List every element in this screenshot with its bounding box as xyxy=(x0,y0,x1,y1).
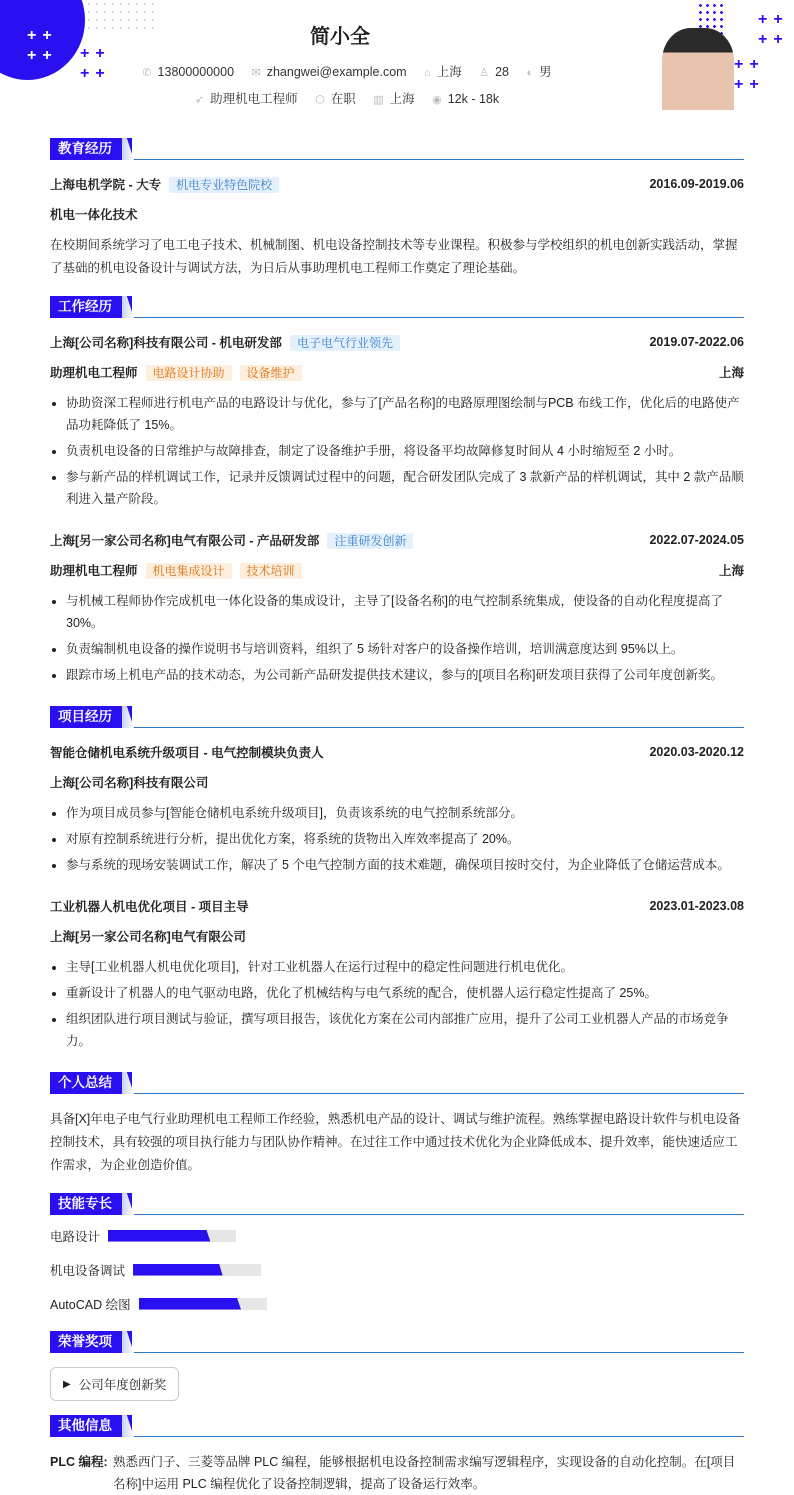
section-title: 个人总结 xyxy=(50,1072,132,1094)
edu-desc: 在校期间系统学习了电工电子技术、机械制图、机电设备控制技术等专业课程。积极参与学校组织的机电创新实践活动，掌握了基础的机电设备设计与调试方法，为日后从事助理机电工程师工作奠定了理论基础。 xyxy=(50,238,738,275)
bullet: 与机械工程师协作完成机电一体化设备的集成设计，主导了[设备名称]的电气控制系统集成，使设备的自动化程度提高了 30%。 xyxy=(50,590,744,634)
section-work xyxy=(50,296,744,318)
gender-icon: ◐ xyxy=(526,67,534,79)
bullet: 跟踪市场上机电产品的技术动态，为公司新产品研发提供技术建议，参与的[项目名称]研发项目获得了公司年度创新奖。 xyxy=(50,664,744,686)
skill-bar-fill xyxy=(108,1230,210,1242)
skill-name: AutoCAD 绘图 xyxy=(50,1297,131,1312)
project-company: 上海[另一家公司名称]电气有限公司 xyxy=(50,930,246,944)
email: zhangwei@example.com xyxy=(266,65,407,79)
skill-bar xyxy=(139,1298,267,1310)
company-tag: 电子电气行业领先 xyxy=(290,335,400,351)
summary-text: 具备[X]年电子电气行业助理机电工程师工作经验，熟悉机电产品的设计、调试与维护流程。熟练掌握电路设计软件与机电设备控制技术，具有较强的项目执行能力与团队协作精神。在过往工作中通过技术优化为企业降低成本、提升效率，能快速适应工作需求，为企业创造价值。 xyxy=(50,1112,741,1172)
project-date: 2020.03-2020.12 xyxy=(649,745,744,759)
skill-bar-fill xyxy=(133,1264,223,1276)
skill-tag: 设备维护 xyxy=(240,365,302,381)
age-icon: ♙ xyxy=(479,67,490,79)
job-intent xyxy=(0,89,680,107)
section-other xyxy=(50,1415,744,1437)
section-summary xyxy=(50,1072,744,1094)
work-city: 上海 xyxy=(718,564,744,578)
project-name: 智能仓储机电系统升级项目 - 电气控制模块负责人 xyxy=(50,746,324,760)
company: 上海[另一家公司名称]电气有限公司 - 产品研发部 xyxy=(50,534,320,548)
section-awards xyxy=(50,1331,744,1353)
home-icon: ⌂ xyxy=(424,67,431,79)
project-date: 2023.01-2023.08 xyxy=(649,899,744,913)
other-label: PLC 编程: xyxy=(50,1455,108,1469)
skill-tag: 技术培训 xyxy=(240,563,302,579)
gender: 男 xyxy=(539,65,552,79)
skill-name: 电路设计 xyxy=(50,1229,101,1244)
section-title: 荣誉奖项 xyxy=(50,1331,132,1353)
school-tag: 机电专业特色院校 xyxy=(169,177,279,193)
work-city: 上海 xyxy=(718,366,744,380)
send-icon: ➶ xyxy=(194,94,205,106)
other-text: 熟悉西门子、三菱等品牌 PLC 编程，能够根据机电设备控制需求编写逻辑程序，实现设备的自动化控制。在[项目名称]中运用 PLC 编程优化了设备控制逻辑，提高了设备运行效率。 xyxy=(113,1455,736,1491)
status: 在职 xyxy=(330,92,356,106)
triangle-icon: ▶ xyxy=(63,1378,71,1390)
project-name: 工业机器人机电优化项目 - 项目主导 xyxy=(50,900,249,914)
project-entry xyxy=(50,742,744,896)
skill-tag: 机电集成设计 xyxy=(146,563,232,579)
decor-plus: ++ ++ xyxy=(27,27,58,64)
phone-icon: ✆ xyxy=(142,67,152,79)
edu-date: 2016.09-2019.06 xyxy=(649,177,744,191)
section-skills xyxy=(50,1193,744,1215)
major: 机电一体化技术 xyxy=(50,208,138,222)
other-item xyxy=(50,1451,744,1495)
bullet: 对原有控制系统进行分析，提出优化方案，将系统的货物出入库效率提高了 20%。 xyxy=(50,828,744,850)
contact-info xyxy=(0,62,680,80)
skill-item xyxy=(50,1297,403,1310)
decor-plus: ++ ++ xyxy=(758,11,789,48)
bullet: 参与新产品的样机调试工作，记录并反馈调试过程中的问题，配合研发团队完成了 3 款新产品的样机调试，其中 2 款产品顺利进入量产阶段。 xyxy=(50,466,744,510)
building-icon: ▥ xyxy=(373,94,384,106)
bullet: 主导[工业机器人机电优化项目]，针对工业机器人在运行过程中的稳定性问题进行机电优化。 xyxy=(50,956,744,978)
city: 上海 xyxy=(436,65,462,79)
decor-plus: ++ ++ xyxy=(734,56,765,93)
position: 助理机电工程师 xyxy=(210,92,298,106)
skill-bar-fill xyxy=(139,1298,241,1310)
bullet: 协助资深工程师进行机电产品的电路设计与优化，参与了[产品名称]的电路原理图绘制与PCB 布线工作，优化后的电路使产品功耗降低了 15%。 xyxy=(50,392,744,436)
award-label: 公司年度创新奖 xyxy=(78,1378,167,1392)
section-projects xyxy=(50,706,744,728)
award-item[interactable] xyxy=(50,1367,179,1401)
skill-item xyxy=(50,1263,403,1276)
project-company: 上海[公司名称]科技有限公司 xyxy=(50,776,209,790)
salary-icon: ◉ xyxy=(432,94,442,106)
work-entry xyxy=(50,332,744,530)
work-date: 2022.07-2024.05 xyxy=(649,533,744,547)
work-city: 上海 xyxy=(389,92,415,106)
school: 上海电机学院 - 大专 xyxy=(50,178,162,192)
work-date: 2019.07-2022.06 xyxy=(649,335,744,349)
bullet: 重新设计了机器人的电气驱动电路，优化了机械结构与电气系统的配合，使机器人运行稳定性提高了 25%。 xyxy=(50,982,744,1004)
bullet: 负责机电设备的日常维护与故障排查，制定了设备维护手册，将设备平均故障修复时间从 4 小时缩短至 2 小时。 xyxy=(50,440,744,462)
project-entry xyxy=(50,896,744,1072)
section-title: 工作经历 xyxy=(50,296,132,318)
job-title: 助理机电工程师 xyxy=(50,564,138,578)
age: 28 xyxy=(495,65,509,79)
section-education xyxy=(50,138,744,160)
phone: 13800000000 xyxy=(157,65,235,79)
bullet: 参与系统的现场安装调试工作，解决了 5 个电气控制方面的技术难题，确保项目按时交付，为企业降低了仓储运营成本。 xyxy=(50,854,744,876)
email-icon: ✉ xyxy=(251,67,261,79)
decor-plus: ++ ++ xyxy=(80,45,111,82)
candidate-name: 简小全 xyxy=(310,26,370,48)
section-title: 项目经历 xyxy=(50,706,132,728)
section-title: 技能专长 xyxy=(50,1193,132,1215)
skill-bar xyxy=(108,1230,236,1242)
work-entry xyxy=(50,530,744,706)
salary: 12k - 18k xyxy=(447,92,500,106)
skill-name: 机电设备调试 xyxy=(50,1263,126,1278)
company: 上海[公司名称]科技有限公司 - 机电研发部 xyxy=(50,336,282,350)
skill-tag: 电路设计协助 xyxy=(146,365,232,381)
company-tag: 注重研发创新 xyxy=(327,533,413,549)
skill-bar xyxy=(133,1264,261,1276)
section-title: 其他信息 xyxy=(50,1415,132,1437)
section-title: 教育经历 xyxy=(50,138,132,160)
status-icon: ⬡ xyxy=(315,94,325,106)
bullet: 负责编制机电设备的操作说明书与培训资料，组织了 5 场针对客户的设备操作培训，培训满意度达到 95%以上。 xyxy=(50,638,744,660)
bullet: 组织团队进行项目测试与验证，撰写项目报告，该优化方案在公司内部推广应用，提升了公司工业机器人产品的市场竞争力。 xyxy=(50,1008,744,1052)
bullet: 作为项目成员参与[智能仓储机电系统升级项目]，负责该系统的电气控制系统部分。 xyxy=(50,802,744,824)
job-title: 助理机电工程师 xyxy=(50,366,138,380)
skill-item xyxy=(50,1229,403,1242)
